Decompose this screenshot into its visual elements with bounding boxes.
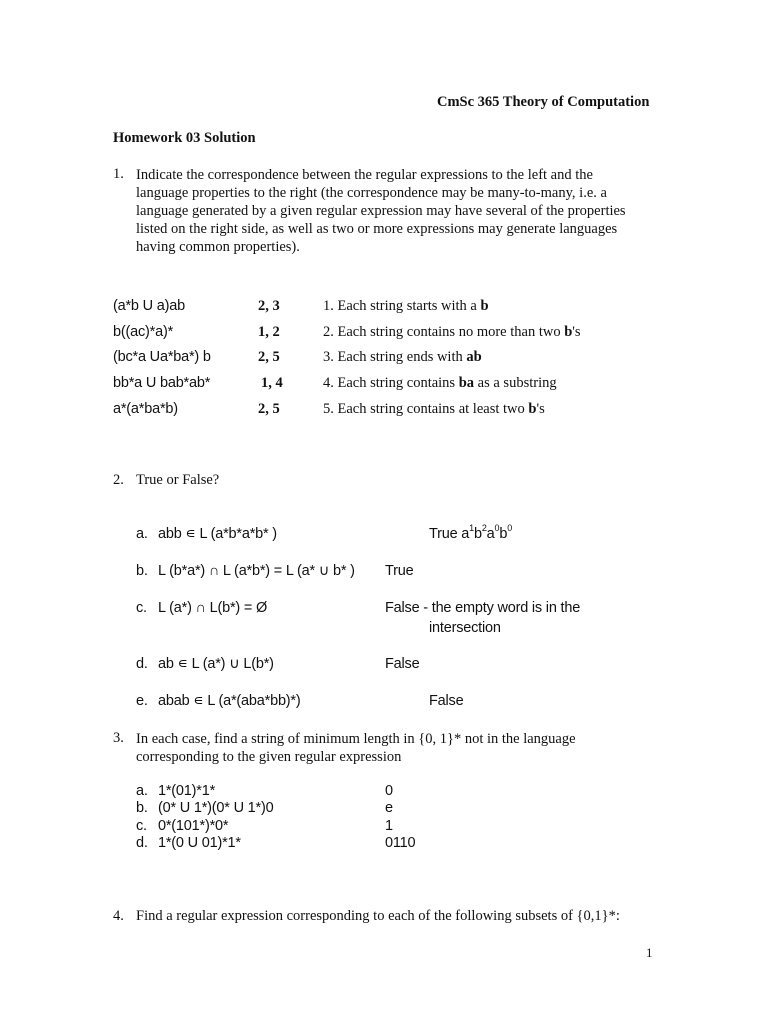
q3-item-label: a.: [136, 783, 148, 799]
page-number: 1: [646, 945, 653, 960]
q1-line: listed on the right side, as well as two or more expressions may generate languages: [136, 221, 618, 237]
q2-statement: L (b*a*) ∩ L (a*b*) = L (a* ∪ b* ): [158, 563, 355, 579]
course-title: CmSc 365 Theory of Computation: [437, 94, 650, 110]
q3-answer: e: [385, 800, 393, 816]
q3-expression: 1*(01)*1*: [158, 783, 216, 799]
q2-item-label: b.: [136, 563, 148, 579]
regex-expression: (bc*a Ua*ba*) b: [113, 349, 211, 365]
q2-answer: True $a^1b^2a^0b^0$: [429, 523, 513, 542]
correspondence-answer: 2, 3: [258, 298, 280, 314]
q2-title: True or False?: [136, 472, 220, 488]
q2-statement: abb ∊ L (a*b*a*b* ): [158, 526, 277, 542]
q1-line: language properties to the right (the correspondence may be many-to-many, i.e. a: [136, 185, 607, 201]
q2-item-label: c.: [136, 600, 147, 616]
homework-title: Homework 03 Solution: [113, 130, 256, 146]
q3-expression: (0* U 1*)(0* U 1*)0: [158, 800, 274, 816]
q3-answer: 0: [385, 783, 393, 799]
q3-item-label: b.: [136, 800, 148, 816]
language-property: 3. Each string ends with ab: [323, 349, 482, 365]
q3-answer: 0110: [385, 835, 416, 851]
q3-line: corresponding to the given regular expression: [136, 749, 402, 765]
q2-item-label: e.: [136, 693, 148, 709]
q4-number: 4.: [113, 908, 124, 924]
regex-expression: (a*b U a)ab: [113, 298, 185, 314]
q2-answer: False: [385, 656, 420, 672]
q1-number: 1.: [113, 166, 124, 182]
language-property: 5. Each string contains at least two b's: [323, 401, 545, 417]
q4-text: Find a regular expression corresponding to each of the following subsets of {0,1}*:: [136, 908, 620, 924]
q2-statement: L (a*) ∩ L(b*) = Ø: [158, 600, 268, 616]
language-property: 2. Each string contains no more than two b's: [323, 324, 581, 340]
q2-statement: ab ∊ L (a*) ∪ L(b*): [158, 656, 274, 672]
q2-answer-continued: intersection: [429, 620, 501, 636]
q2-number: 2.: [113, 472, 124, 488]
q3-item-label: d.: [136, 835, 148, 851]
regex-expression: b((ac)*a)*: [113, 324, 174, 340]
q3-item-label: c.: [136, 818, 147, 834]
q1-text: [136, 166, 676, 256]
correspondence-answer: 2, 5: [258, 401, 280, 417]
q1-line: language generated by a given regular expression may have several of the properties: [136, 203, 626, 219]
correspondence-answer: 1, 2: [258, 324, 280, 340]
q2-statement: abab ∊ L (a*(aba*bb)*): [158, 693, 301, 709]
q3-text: [136, 730, 676, 766]
correspondence-answer: 2, 5: [258, 349, 280, 365]
q3-answer: 1: [385, 818, 393, 834]
q3-expression: 1*(0 U 01)*1*: [158, 835, 241, 851]
q2-item-label: d.: [136, 656, 148, 672]
q3-expression: 0*(101*)*0*: [158, 818, 229, 834]
q1-line: having common properties).: [136, 239, 300, 255]
q2-answer: False: [429, 693, 464, 709]
q3-line: In each case, find a string of minimum length in {0, 1}* not in the language: [136, 731, 576, 747]
correspondence-answer: 1, 4: [261, 375, 283, 391]
language-property: 1. Each string starts with a b: [323, 298, 489, 314]
q3-number: 3.: [113, 730, 124, 746]
regex-expression: bb*a U bab*ab*: [113, 375, 211, 391]
q1-line: Indicate the correspondence between the regular expressions to the left and the: [136, 167, 593, 183]
q2-item-label: a.: [136, 526, 148, 542]
language-property: 4. Each string contains ba as a substring: [323, 375, 557, 391]
q2-answer: False - the empty word is in the: [385, 600, 581, 616]
regex-expression: a*(a*ba*b): [113, 401, 178, 417]
q2-answer: True: [385, 563, 414, 579]
